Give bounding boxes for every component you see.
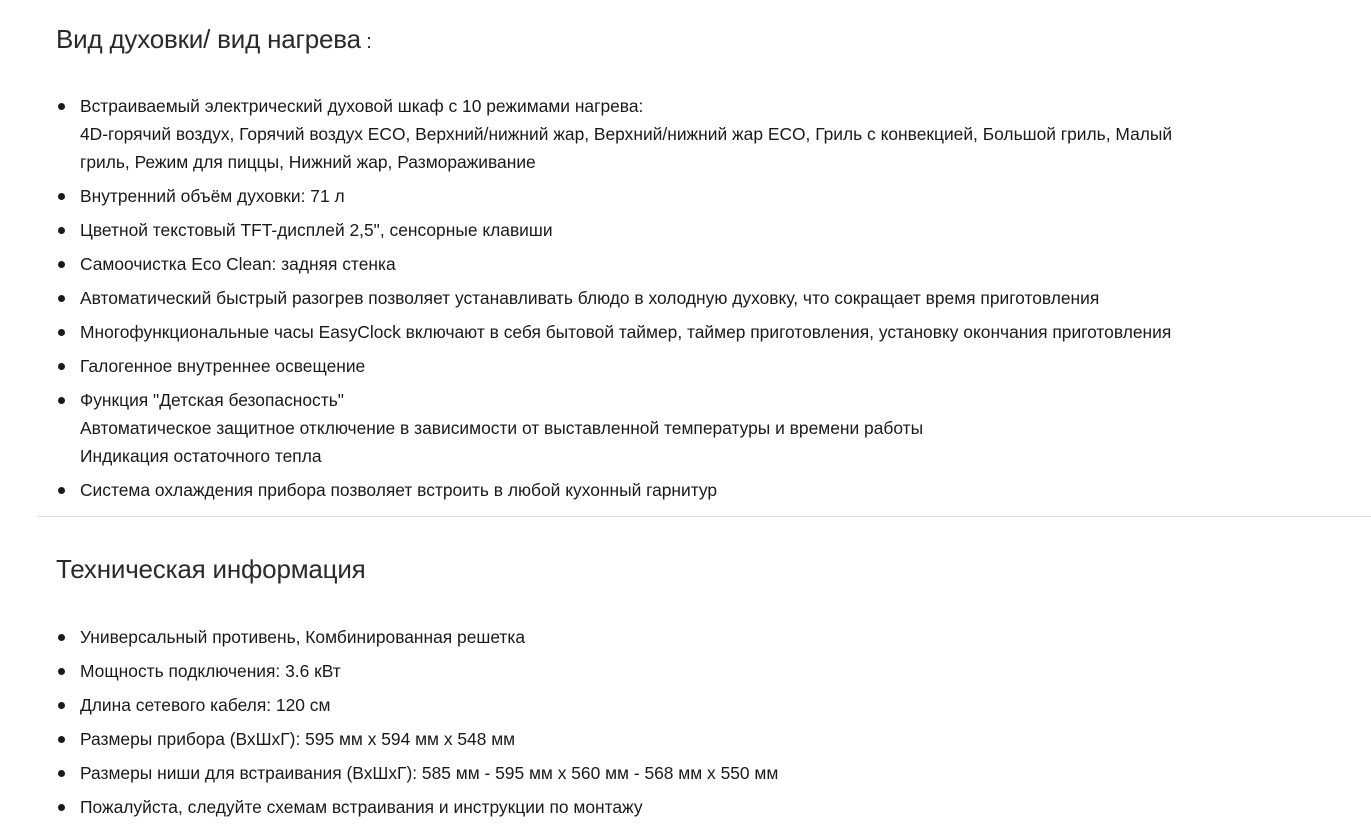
list-item-text: гриль, Режим для пиццы, Нижний жар, Размораживание <box>80 152 536 172</box>
list-item-text: 4D-горячий воздух, Горячий воздух ECO, Верхний/нижний жар, Верхний/нижний жар ECO, Гриль с конвекцией, Большой гриль, Малый <box>80 124 1173 144</box>
list-item-text: Многофункциональные часы EasyClock включают в себя бытовой таймер, таймер приготовления, установку окончания приготовления <box>80 322 1172 342</box>
list-item <box>0 793 1371 821</box>
bullet-dot-icon <box>58 668 65 675</box>
list-item-text: Автоматический быстрый разогрев позволяет устанавливать блюдо в холодную духовку, что сокращает время приготовления <box>80 288 1100 308</box>
bullet-dot-icon <box>58 770 65 777</box>
list-item-text: Самоочистка Eco Clean: задняя стенка <box>80 254 396 274</box>
list-item-text: Внутренний объём духовки: 71 л <box>80 186 345 206</box>
list-item-text: Функция "Детская безопасность" <box>80 390 344 410</box>
bullet-dot-icon <box>58 634 65 641</box>
bullet-dot-icon <box>58 702 65 709</box>
list-item <box>0 216 1371 244</box>
list-item-text: Длина сетевого кабеля: 120 см <box>80 695 331 715</box>
list-item-text: Размеры прибора (ВхШхГ): 595 мм x 594 мм x 548 мм <box>80 729 516 749</box>
list-item <box>0 657 1371 685</box>
tech-section-title: Техническая информация <box>56 554 366 584</box>
list-item-text: Пожалуйста, следуйте схемам встраивания и инструкции по монтажу <box>80 797 643 817</box>
heating-title-suffix: : <box>360 31 372 53</box>
list-item <box>0 352 1371 380</box>
list-item-text: Мощность подключения: 3.6 кВт <box>80 661 341 681</box>
tech-features-list <box>0 623 1371 827</box>
heating-features-list <box>0 92 1371 510</box>
bullet-dot-icon <box>58 487 65 494</box>
list-item <box>0 318 1371 346</box>
heating-title-text: Вид духовки/ вид нагрева <box>56 24 361 54</box>
list-item-text: Галогенное внутреннее освещение <box>80 356 366 376</box>
list-item-text: Размеры ниши для встраивания (ВхШхГ): 585 мм - 595 мм x 560 мм - 568 мм x 550 мм <box>80 763 779 783</box>
bullet-dot-icon <box>58 397 65 404</box>
list-item <box>0 623 1371 651</box>
list-item-text: Система охлаждения прибора позволяет встроить в любой кухонный гарнитур <box>80 480 718 500</box>
list-item-text: Автоматическое защитное отключение в зависимости от выставленной температуры и времени работы <box>80 418 924 438</box>
bullet-dot-icon <box>58 193 65 200</box>
bullet-dot-icon <box>58 103 65 110</box>
list-item-text: Индикация остаточного тепла <box>80 446 322 466</box>
heating-section-title <box>56 24 372 55</box>
list-item-text: Универсальный противень, Комбинированная решетка <box>80 627 526 647</box>
list-item <box>0 284 1371 312</box>
list-item-text: Цветной текстовый TFT-дисплей 2,5", сенсорные клавиши <box>80 220 553 240</box>
bullet-dot-icon <box>58 227 65 234</box>
list-item <box>0 476 1371 504</box>
list-item <box>0 250 1371 278</box>
bullet-dot-icon <box>58 261 65 268</box>
bullet-dot-icon <box>58 295 65 302</box>
list-item <box>0 182 1371 210</box>
list-item <box>0 691 1371 719</box>
bullet-dot-icon <box>58 329 65 336</box>
bullet-dot-icon <box>58 736 65 743</box>
list-item <box>0 759 1371 787</box>
bullet-dot-icon <box>58 363 65 370</box>
list-item <box>0 725 1371 753</box>
list-item-text: Встраиваемый электрический духовой шкаф с 10 режимами нагрева: <box>80 96 644 116</box>
list-item <box>0 386 1371 470</box>
bullet-dot-icon <box>58 804 65 811</box>
list-item <box>0 92 1371 176</box>
section-divider <box>37 516 1371 517</box>
